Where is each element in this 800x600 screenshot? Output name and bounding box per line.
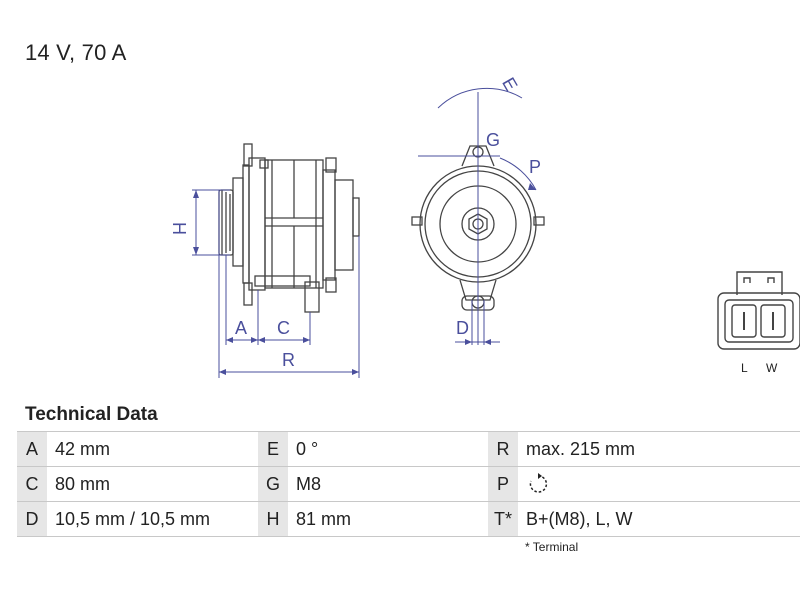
spec-key: T* [488,502,518,537]
dim-label-a: A [235,318,248,338]
spec-key: A [17,432,47,467]
technical-data-title: Technical Data [25,404,158,425]
spec-key: G [258,467,288,502]
product-rating: 14 V, 70 A [25,40,127,65]
dim-label-h: H [169,222,189,235]
technical-data-table [17,431,800,537]
dim-label-p: P [529,157,542,177]
spec-value-rotation [518,467,800,502]
dim-label-c: C [277,318,290,338]
front-view-arrowheads [465,183,536,345]
dim-label-g: G [486,130,501,150]
footnote: * Terminal [525,540,579,554]
spec-key: H [258,502,288,537]
spec-key: E [258,432,288,467]
spec-value: 81 mm [288,502,478,537]
spec-value: M8 [288,467,478,502]
column-gap [478,502,488,537]
plug-connector [718,272,800,349]
spec-key: D [17,502,47,537]
spec-key: R [488,432,518,467]
plug-label-w: W [766,361,778,375]
column-gap [478,467,488,502]
spec-key: P [488,467,518,502]
spec-value: max. 215 mm [518,432,800,467]
dim-label-d: D [456,318,469,338]
column-gap [478,432,488,467]
table-row [17,432,800,467]
column-gap [248,432,258,467]
spec-value: 80 mm [47,467,248,502]
front-view-dimensions [418,88,536,345]
clockwise-rotation-icon [526,472,550,496]
column-gap [248,467,258,502]
table-row [17,467,800,502]
dim-label-r: R [282,350,295,370]
table-row [17,502,800,537]
spec-value: B+(M8), L, W [518,502,800,537]
spec-key: C [17,467,47,502]
spec-value: 10,5 mm / 10,5 mm [47,502,248,537]
column-gap [248,502,258,537]
side-view [219,144,359,312]
dim-label-e: E [498,73,522,95]
spec-value: 42 mm [47,432,248,467]
plug-label-l: L [741,361,748,375]
spec-value: 0 ° [288,432,478,467]
